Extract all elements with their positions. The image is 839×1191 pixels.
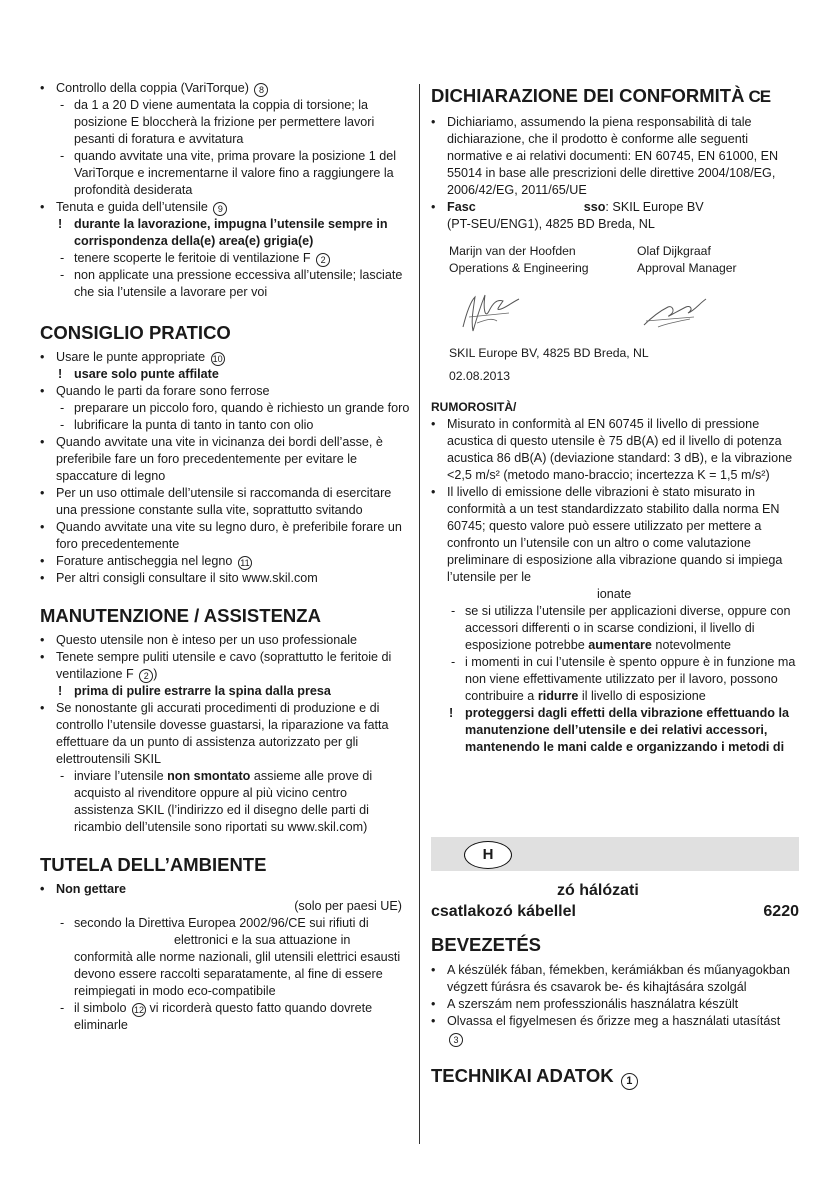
sub-item: - il simbolo 12 vi ricorderà questo fatto quando dovrete eliminarle <box>40 1000 410 1034</box>
product-title: csatlakozó kábellel 6220 <box>431 903 799 920</box>
section-title-technikai: TECHNIKAI ADATOK 1 <box>431 1065 799 1090</box>
signer-name: Olaf Dijkgraaf <box>637 244 711 258</box>
declaration-date: 02.08.2013 <box>449 369 510 383</box>
signatories <box>431 243 799 385</box>
section-title-manutenzione: MANUTENZIONE / ASSISTENZA <box>40 605 321 626</box>
signer-role: Operations & Engineering <box>449 261 589 275</box>
warning-item: ! prima di pulire estrarre la spina dalla presa <box>40 683 410 700</box>
callout-number: 1 <box>621 1073 638 1090</box>
warning-item: ! durante la lavorazione, impugna l’utensile sempre in corrispondenza della(e) area(e) grigia(e) <box>40 216 410 250</box>
list-item: • Quando avvitate una vite in vicinanza dei bordi dell’asse, è preferibile fare un foro precedentemente per evitare le spaccature di legno <box>40 434 410 485</box>
sub-item: - preparare un piccolo foro, quando è richiesto un grande foro <box>40 400 410 417</box>
sub-item: - secondo la Direttiva Europea 2002/96/CE sui rifiuti di elettronici e la sua attuazione in conformità alle norme nazionali, glil utensili elettrici esausti devono essere raccolti separatamente, al fine di essere reimpiegati in modo eco-compatibile <box>40 915 410 1000</box>
ce-mark: CE <box>748 87 771 106</box>
list-item: • Forature antischeggia nel legno 11 <box>40 553 410 570</box>
list-item: • Dichiariamo, assumendo la piena responsabilità di tale dichiarazione, che il prodotto è conforme alle seguenti normative e ai relativi documenti: EN 60745, EN 61000, EN 55014 in base alle prescrizioni delle direttive 2004/108/EG, 2006/42/EG, 2011/65/UE <box>431 114 799 199</box>
signer-role: Approval Manager <box>637 261 737 275</box>
product-title: zó hálózati <box>557 882 639 899</box>
sub-item: - inviare l’utensile non smontato assieme alle prove di acquisto al rivenditore oppure al più vicino centro assistenza SKIL (l’indirizzo ed il disegno delle parti di ricambio dell’utensile sono riportati su www.skil.com) <box>40 768 410 836</box>
sub-item: - se si utilizza l’utensile per applicazioni diverse, oppure con accessori differenti o in scarse condizioni, il livello di esposizione potrebbe aumentare notevolmente <box>431 603 799 654</box>
list-item: • Per altri consigli consultare il sito www.skil.com <box>40 570 410 587</box>
callout-number: 3 <box>449 1033 463 1047</box>
warning-item: ! proteggersi dagli effetti della vibrazione effettuando la manutenzione dell’utensile e dei relativi accessori, mantenendo le mani calde e organizzando i metodi di <box>431 705 799 756</box>
callout-number: 2 <box>316 253 330 267</box>
sub-item: - da 1 a 20 D viene aumentata la coppia di torsione; la posizione E bloccherà la frizione per permettere lavori pesanti di foratura e avvitatura <box>40 97 410 148</box>
list-item: • Non gettare <box>40 881 410 898</box>
hungarian-section <box>431 880 799 1090</box>
list-item: • A szerszám nem professzionális használatra készült <box>431 996 799 1013</box>
section-title-consiglio: CONSIGLIO PRATICO <box>40 322 231 343</box>
callout-number: 2 <box>139 669 153 683</box>
signer-name: Marijn van der Hoofden <box>449 244 576 258</box>
sub-item: - i momenti in cui l’utensile è spento oppure è in funzione ma non viene effettivamente utilizzato per il lavoro, possono contribuire a ridurre il livello di esposizione <box>431 654 799 705</box>
language-badge: H <box>464 841 512 869</box>
list-item: • Controllo della coppia (VariTorque) 8 <box>40 80 410 97</box>
eu-note: (solo per paesi UE) <box>294 899 402 913</box>
list-item: • Misurato in conformità al EN 60745 il livello di pressione acustica di questo utensile è 75 dB(A) ed il livello di potenza acustica 86 dB(A) (deviazione standard: 3 dB), e la vibrazione <2,5 m/s² (metodo mano-braccio; incertezza K = 1,5 m/s²) <box>431 416 799 484</box>
language-header-bar <box>431 837 799 871</box>
warning-item: ! usare solo punte affilate <box>40 366 410 383</box>
callout-number: 11 <box>238 556 252 570</box>
signature-image <box>628 281 799 341</box>
list-item: • Quando le parti da forare sono ferrose <box>40 383 410 400</box>
callout-number: 8 <box>254 83 268 97</box>
sub-item: - lubrificare la punta di tanto in tanto con olio <box>40 417 410 434</box>
list-item: • Tenuta e guida dell’utensile 9 <box>40 199 410 216</box>
signature-image <box>449 281 628 341</box>
column-divider <box>419 84 420 1144</box>
list-item: • Se nonostante gli accurati procedimenti di produzione e di controllo l’utensile dovesse guastarsi, la riparazione va fatta effettuare da un punto di assistenza autorizzato per gli elettroutensili SKIL <box>40 700 410 768</box>
list-item: • Questo utensile non è inteso per un uso professionale <box>40 632 410 649</box>
list-item: • Olvassa el figyelmesen és őrizze meg a használati utasítást 3 <box>431 1013 799 1047</box>
section-title-dichiarazione: DICHIARAZIONE DEI CONFORMITÀ CE <box>431 85 771 106</box>
right-column <box>431 80 799 756</box>
left-column <box>40 80 410 1034</box>
sub-item: - quando avvitate una vite, prima provare la posizione 1 del VariTorque e incrementarne il valore fino a raggiungere la profondità desiderata <box>40 148 410 199</box>
section-title-bevezetes: BEVEZETÉS <box>431 934 541 955</box>
model-number: 6220 <box>763 903 799 920</box>
list-item: • Fasc sso: SKIL Europe BV (PT-SEU/ENG1), 4825 BD Breda, NL <box>431 199 799 233</box>
callout-number: 9 <box>213 202 227 216</box>
section-title-ambiente: TUTELA DELL’AMBIENTE <box>40 854 267 875</box>
callout-number: 10 <box>212 354 223 364</box>
company-address: SKIL Europe BV, 4825 BD Breda, NL <box>449 346 649 360</box>
callout-number: 12 <box>133 1005 144 1015</box>
list-item: • A készülék fában, fémekben, kerámiákban és műanyagokban végzett fúrásra és csavarok be- és kihajtására szolgál <box>431 962 799 996</box>
section-title-rumorosita: RUMOROSITÀ/ <box>431 400 517 414</box>
list-item: • Tenete sempre puliti utensile e cavo (soprattutto le feritoie di ventilazione F 2 ) <box>40 649 410 683</box>
list-item: • Usare le punte appropriate 10 <box>40 349 410 366</box>
sub-item: - non applicate una pressione eccessiva all’utensile; lasciate che sia l’utensile a lavorare per voi <box>40 267 410 301</box>
list-item: • Per un uso ottimale dell’utensile si raccomanda di esercitare una pressione constante sulla vite, soprattutto svitando <box>40 485 410 519</box>
list-item: • Quando avvitate una vite su legno duro, è preferibile forare un foro precedentemente <box>40 519 410 553</box>
sub-item: - tenere scoperte le feritoie di ventilazione F 2 <box>40 250 410 267</box>
list-item: • Il livello di emissione delle vibrazioni è stato misurato in conformità a un test standardizzato stabilito dalla norma EN 60745; questo valore può essere utilizzato per mettere a confronto un l’utensile con un altro o come valutazione preliminare di esposizione alla vibrazione quando si impiega l’utensile per le ionate <box>431 484 799 603</box>
